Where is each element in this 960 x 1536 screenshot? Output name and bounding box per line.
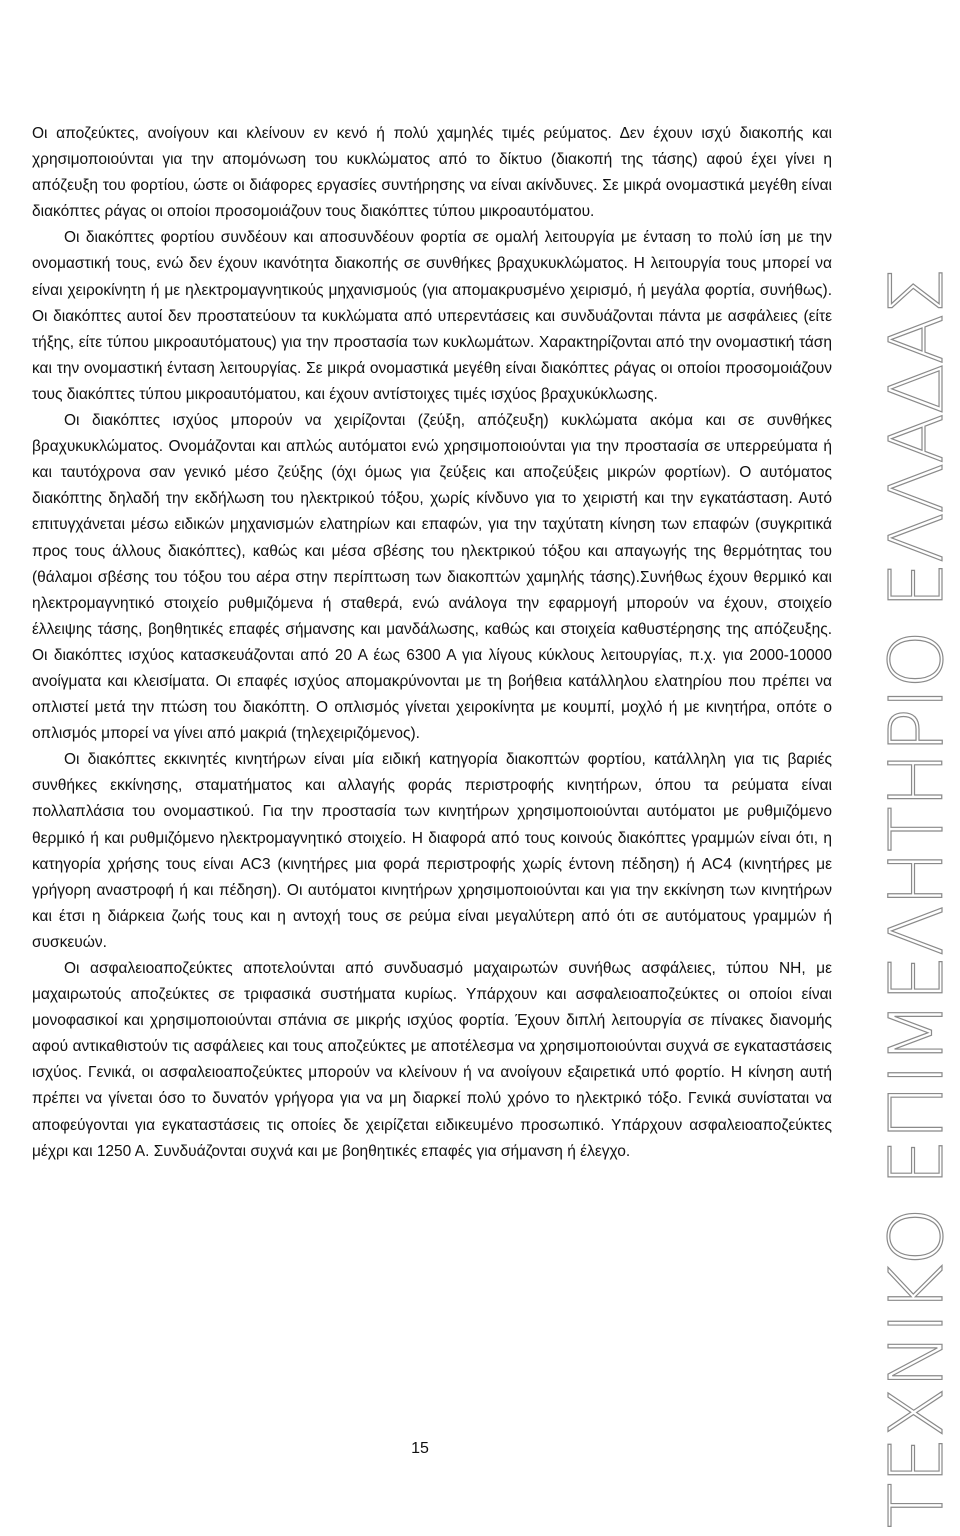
- paragraph-disconnectors: Οι αποζεύκτες, ανοίγουν και κλείνουν εν κενό ή πολύ χαμηλές τιμές ρεύματος. Δεν έχουν ισχύ διακοπής και χρησιμοποιούνται για την απομόνωση του κυκλώματος από το δίκτυο (διακοπή της τάσης) αφού έχει γίνει η απόζευξη του φορτίου, ώστε οι διάφορες εργασίες συντήρησης να είναι ακίνδυνες. Σε μικρά ονομαστικά μεγέθη είναι διακόπτες ράγας οι οποίοι προσομοιάζουν τους διακόπτες τύπου μικροαυτόματου.: [32, 125, 832, 221]
- paragraph-fuse-disconnectors: Οι ασφαλειοαποζεύκτες αποτελούνται από συνδυασμό μαχαιρωτών συνήθως ασφάλειες, τύπου ΝΗ, με μαχαιρωτούς αποζεύκτες σε τριφασικά συστήματα κυρίως. Υπάρχουν και ασφαλειοαποζεύκτες οι οποίοι είναι μονοφασικοί και χρησιμοποιούνται σπάνια σε μικρής ισχύος φορτία. Έχουν διπλή λειτουργία σε πίνακες διανομής αφού αντικαθιστούν τις ασφάλειες και τους αποζεύκτες με αποτέλεσμα να χρησιμοποιούνται συχνά σε εγκαταστάσεις ισχύος. Γενικά, οι ασφαλειοαποζεύκτες μπορούν να κλείνουν ή να ανοίγουν εξαιρετικά υπό φορτίο. Η κίνηση αυτή πρέπει να γίνεται όσο το δυνατόν γρήγορα για να μη διαρκεί πολύ χρόνο το ηλεκτρικό τόξο. Γενικά συνίσταται να αποφεύγονται για εγκαταστάσεις τις οποίες δε χειρίζεται ειδικευμένο προσωπικό. Υπάρχουν ασφαλειοαποζεύκτες μέχρι και 1250 Α. Συνδυάζονται συχνά και με βοηθητικές επαφές για σήμανση ή έλεγχο.: [32, 960, 832, 1160]
- page-number: 15: [411, 1440, 429, 1457]
- paragraph-load-switches: Οι διακόπτες φορτίου συνδέουν και αποσυνδέουν φορτία σε ομαλή λειτουργία με ένταση το πολύ ίση με την ονομαστική τους, ενώ δεν έχουν ικανότητα διακοπής σε συνθήκες βραχυκυκλώματος. Η λειτουργία τους μπορεί να είναι χειροκίνητη ή με ηλεκτρομαγνητικούς μηχανισμούς (για απομακρυσμένο χειρισμό, ή μεγάλα φορτία, συνήθως). Οι διακόπτες αυτοί δεν προστατεύουν τα κυκλώματα από υπερεντάσεις και συνδυάζονται πάντα με ασφάλειες (είτε τήξης, είτε τύπου μικροαυτόματους) για την προστασία των κυκλωμάτων. Χαρακτηρίζονται από την ονομαστική τάση και την ονομαστική ένταση λειτουργίας. Σε μικρά ονομαστικά μεγέθη είναι διακόπτες ράγας οι οποίοι προσομοιάζουν τους διακόπτες τύπου μικροαυτόματου, και έχουν αντίστοιχες τιμές ισχύος βραχυκύκλωσης.: [32, 229, 832, 403]
- body-text: [32, 121, 832, 1165]
- paragraph-circuit-breakers: Οι διακόπτες ισχύος μπορούν να χειρίζονται (ζεύξη, απόζευξη) κυκλώματα ακόμα και σε συνθήκες βραχυκυκλώματος. Ονομάζονται και απλώς αυτόματοι ενώ χρησιμοποιούνται για την προστασία σε υπερρεύματα ή και ταυτόχρονα σαν γενικό μέσο ζεύξης (όχι όμως για ζεύξεις και αποζεύξεις μικρών φορτίων). Ο αυτόματος διακόπτης δηλαδή την εκδήλωση του ηλεκτρικού τόξου, χωρίς κίνδυνο για το χειριστή και την εγκατάσταση. Αυτό επιτυγχάνεται μέσω ειδικών μηχανισμών ελατηρίων και επαφών, για την ταχύτατη κίνηση των επαφών (συγκριτικά προς τους άλλους διακόπτες), καθώς και μέσα σβέσης του ηλεκτρικού τόξου και απαγωγής της θερμότητας του (θάλαμοι σβέσης του τόξου του αέρα στην περίπτωση των διακοπτών χαμηλής τάσης).Συνήθως έχουν θερμικό και ηλεκτρομαγνητικό στοιχείο ρυθμιζόμενα ή σταθερά, ενώ ανάλογα την εφαρμογή μπορούν να έχουν, στοιχείο έλλειψης τάσης, βοηθητικές επαφές σήμανσης και μανδάλωσης, καθώς και στοιχεία καθυστέρησης της απόζευξης. Οι διακόπτες ισχύος κατασκευάζονται από 20 Α έως 6300 Α για λίγους κύκλους λειτουργίας, π.χ. για 2000-10000 ανοίγματα και κλεισίματα. Οι επαφές ισχύος απομακρύνονται με τη βοήθεια κατάλληλου ελατηρίου που πρέπει να οπλιστεί μετά την πτώση του διακόπτη. Ο οπλισμός γίνεται χειροκίνητα με κουμπί, μοχλό ή με κινητήρα, οπότε ο οπλισμός μπορεί να γίνει από μακριά (τηλεχειριζόμενος).: [32, 412, 832, 743]
- paragraph-motor-starters: Οι διακόπτες εκκινητές κινητήρων είναι μία ειδική κατηγορία διακοπτών φορτίου, κατάλληλη για τις βαριές συνθήκες εκκίνησης, σταματήματος και αλλαγής φοράς περιστροφής κινητήρων, όπου τα ρεύματα είναι πολλαπλάσια του ονομαστικού. Για την προστασία των κινητήρων χρησιμοποιούνται αυτόματοι με ρυθμιζόμενο θερμικό ή και ρυθμιζόμενο ηλεκτρομαγνητικό στοιχείο. Η διαφορά από τους κοινούς διακόπτες γραμμών είναι ότι, η κατηγορία χρήσης τους είναι AC3 (κινητήρες μια φορά περιστροφής χωρίς έντονη πέδηση) ή AC4 (κινητήρες με γρήγορη αναστροφή ή και πέδηση). Οι αυτόματοι κινητήρων χρησιμοποιούνται και για την εκκίνηση των κινητήρων και έτσι η διάρκεια ζωής τους και η αντοχή τους σε ρεύμα είναι μεγαλύτερη από ότι σε αυτόματους γραμμών ή συσκευών.: [32, 751, 832, 951]
- side-watermark-title: ΤΕΧΝΙΚΟ ΕΠΙΜΕΛΗΤΗΡΙΟ ΕΛΛΑΔΑΣ: [874, 269, 960, 1528]
